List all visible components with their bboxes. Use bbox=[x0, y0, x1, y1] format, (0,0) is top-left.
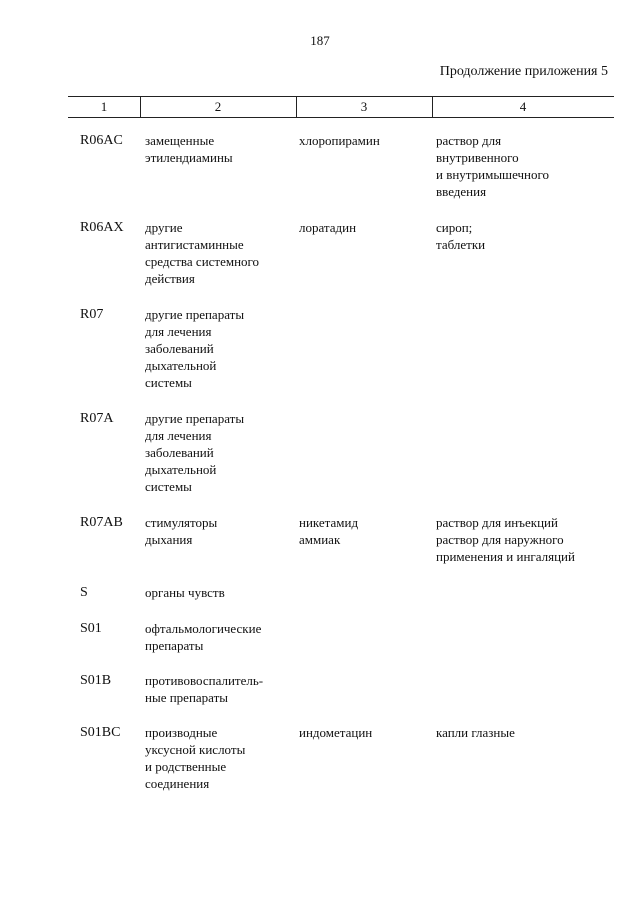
atc-code: R06AX bbox=[80, 220, 124, 235]
drug-name: никетамид аммиак bbox=[299, 515, 359, 547]
column-header-2: 2 bbox=[214, 99, 222, 114]
atc-code: R07A bbox=[80, 411, 114, 426]
pharmacological-group: другие препараты для лечения заболеваний дыхательной системы bbox=[145, 411, 245, 494]
pharmacological-group: замещенные этилендиамины bbox=[145, 133, 233, 165]
atc-code: S01BC bbox=[80, 725, 121, 740]
pharmacological-group: противовоспалитель- ные препараты bbox=[145, 673, 264, 705]
column-header-1: 1 bbox=[100, 99, 108, 114]
pharmacological-group: производные уксусной кислоты и родственные соединения bbox=[145, 725, 246, 791]
dosage-form: раствор для инъекций раствор для наружного применения и ингаляций bbox=[436, 515, 575, 564]
table-header bbox=[68, 96, 614, 118]
atc-code: R07AB bbox=[80, 515, 123, 530]
pharmacological-group: другие препараты для лечения заболеваний дыхательной системы bbox=[145, 307, 245, 390]
atc-code: S bbox=[80, 585, 88, 600]
drug-name: индометацин bbox=[299, 725, 373, 740]
pharmacological-group: органы чувств bbox=[145, 585, 225, 600]
dosage-form: раствор для внутривенного и внутримышечного введения bbox=[436, 133, 550, 199]
drug-name: лоратадин bbox=[299, 220, 357, 235]
pharmacological-group: офтальмологические препараты bbox=[145, 621, 262, 653]
dosage-form: капли глазные bbox=[436, 725, 515, 740]
pharmacological-group: стимуляторы дыхания bbox=[145, 515, 218, 547]
atc-code: S01 bbox=[80, 621, 102, 636]
page-number: 187 bbox=[310, 33, 330, 48]
atc-code: S01B bbox=[80, 673, 112, 688]
atc-code: R06AC bbox=[80, 133, 123, 148]
column-header-3: 3 bbox=[360, 99, 368, 114]
appendix-continuation-label: Продолжение приложения 5 bbox=[439, 64, 608, 79]
pharmacological-group: другие антигистаминные средства системного действия bbox=[145, 220, 260, 286]
column-header-4: 4 bbox=[519, 99, 527, 114]
dosage-form: сироп; таблетки bbox=[436, 220, 486, 252]
drug-name: хлоропирамин bbox=[299, 133, 380, 148]
atc-code: R07 bbox=[80, 307, 104, 322]
